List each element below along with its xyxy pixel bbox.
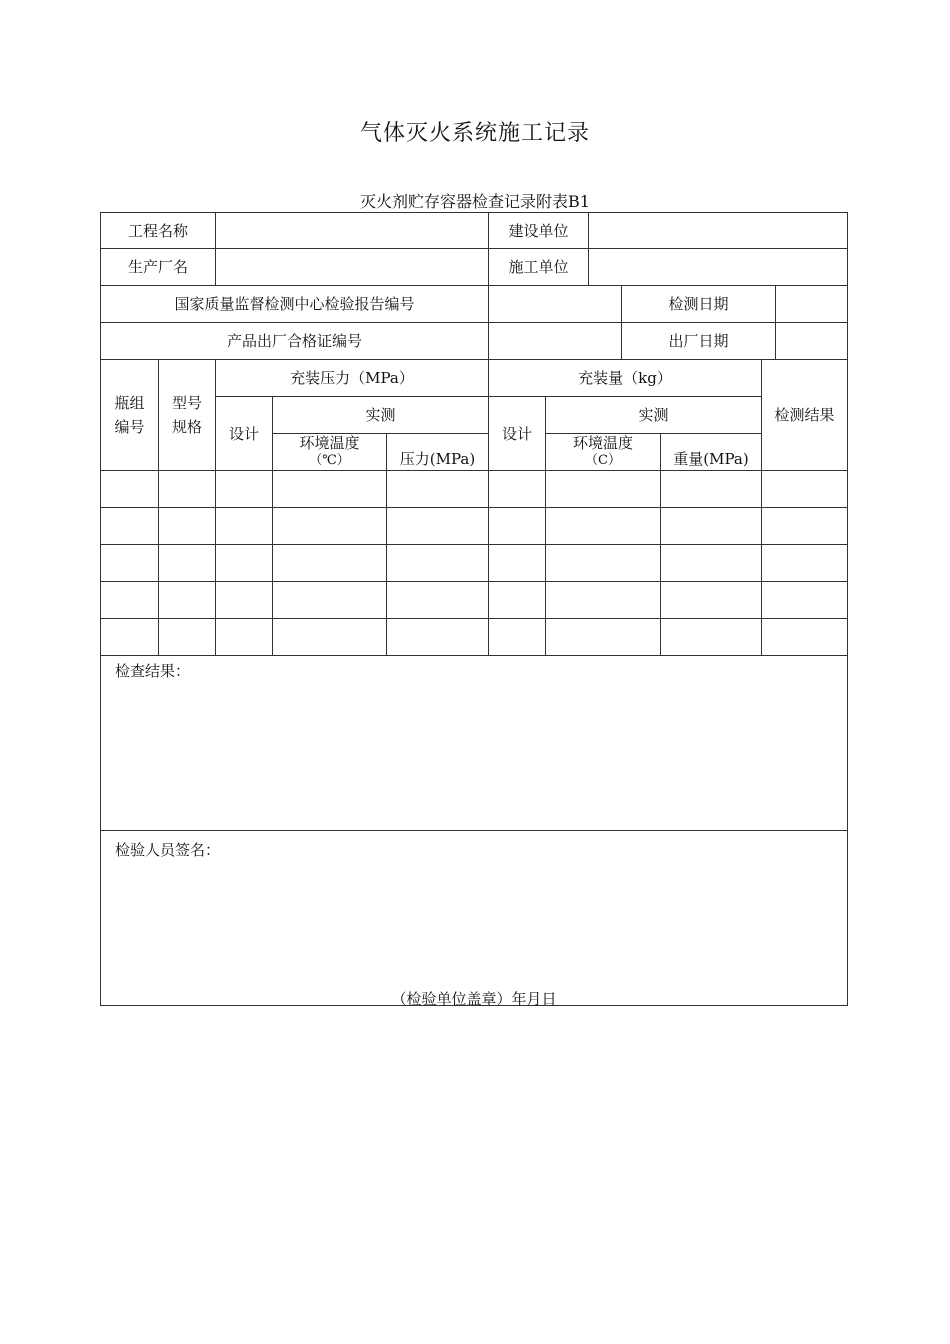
inspection-result-box[interactable] [100,655,848,831]
table-cell[interactable] [761,470,848,508]
factory-date-label: 出厂日期 [621,322,776,360]
table-cell[interactable] [488,581,546,619]
table-cell[interactable] [100,581,159,619]
ambient-temp-header-1: 环境温度 （℃） [272,433,387,471]
builder-label: 建设单位 [488,212,589,249]
table-cell[interactable] [100,470,159,508]
report-no-field[interactable] [488,285,622,323]
constructor-label: 施工单位 [488,248,589,286]
pressure-design-header: 设计 [215,396,273,471]
constructor-field[interactable] [588,248,848,286]
table-cell[interactable] [488,507,546,545]
table-cell[interactable] [272,507,387,545]
table-cell[interactable] [488,544,546,582]
table-cell[interactable] [660,544,762,582]
table-cell[interactable] [761,618,848,656]
table-cell[interactable] [761,544,848,582]
table-cell[interactable] [660,581,762,619]
table-cell[interactable] [272,544,387,582]
table-cell[interactable] [488,618,546,656]
table-cell[interactable] [215,618,273,656]
amount-measured-header: 实测 [545,396,762,434]
table-cell[interactable] [545,470,661,508]
cert-no-label: 产品出厂合格证编号 [100,322,489,360]
table-cell[interactable] [158,544,216,582]
table-cell[interactable] [545,544,661,582]
table-cell[interactable] [761,581,848,619]
document-subtitle: 灭火剂贮存容器检查记录附表B1 [360,192,590,211]
table-cell[interactable] [386,581,489,619]
table-cell[interactable] [158,470,216,508]
test-result-header: 检测结果 [761,359,848,471]
table-cell[interactable] [272,618,387,656]
manufacturer-field[interactable] [215,248,489,286]
seal-note: （检验单位盖章）年月日 [391,990,557,1008]
table-cell[interactable] [545,581,661,619]
table-cell[interactable] [386,544,489,582]
pressure-mpa-header: 压力(MPa) [386,433,489,471]
fill-amount-header: 充装量（kg） [488,359,762,397]
table-cell[interactable] [272,470,387,508]
table-cell[interactable] [158,618,216,656]
table-cell[interactable] [660,507,762,545]
test-date-field[interactable] [775,285,848,323]
table-cell[interactable] [158,581,216,619]
model-spec-header: 型号 规格 [158,359,216,471]
factory-date-field[interactable] [775,322,848,360]
inspection-result-label: 检查结果： [115,662,191,680]
table-cell[interactable] [215,581,273,619]
table-cell[interactable] [272,581,387,619]
table-cell[interactable] [215,544,273,582]
table-cell[interactable] [660,618,762,656]
table-cell[interactable] [100,618,159,656]
table-cell[interactable] [386,470,489,508]
test-date-label: 检测日期 [621,285,776,323]
report-no-label: 国家质量监督检测中心检验报告编号 [100,285,489,323]
project-name-label: 工程名称 [100,212,216,249]
table-cell[interactable] [100,507,159,545]
table-cell[interactable] [660,470,762,508]
builder-field[interactable] [588,212,848,249]
table-cell[interactable] [100,544,159,582]
table-cell[interactable] [545,618,661,656]
project-name-field[interactable] [215,212,489,249]
cert-no-field[interactable] [488,322,622,360]
document-title: 气体灭火系统施工记录 [359,121,590,146]
weight-mpa-header: 重量(MPa) [660,433,762,471]
amount-design-header: 设计 [488,396,546,471]
table-cell[interactable] [386,618,489,656]
inspector-sign-box[interactable] [100,830,848,1006]
table-cell[interactable] [488,470,546,508]
fill-pressure-header: 充装压力（MPa） [215,359,489,397]
table-cell[interactable] [215,507,273,545]
table-cell[interactable] [215,470,273,508]
inspector-sign-label: 检验人员签名： [115,841,221,859]
table-cell[interactable] [386,507,489,545]
ambient-temp-header-2: 环境温度 （C） [545,433,661,471]
table-cell[interactable] [545,507,661,545]
bottle-group-no-header: 瓶组 编号 [100,359,159,471]
table-cell[interactable] [761,507,848,545]
manufacturer-label: 生产厂名 [100,248,216,286]
table-cell[interactable] [158,507,216,545]
pressure-measured-header: 实测 [272,396,489,434]
